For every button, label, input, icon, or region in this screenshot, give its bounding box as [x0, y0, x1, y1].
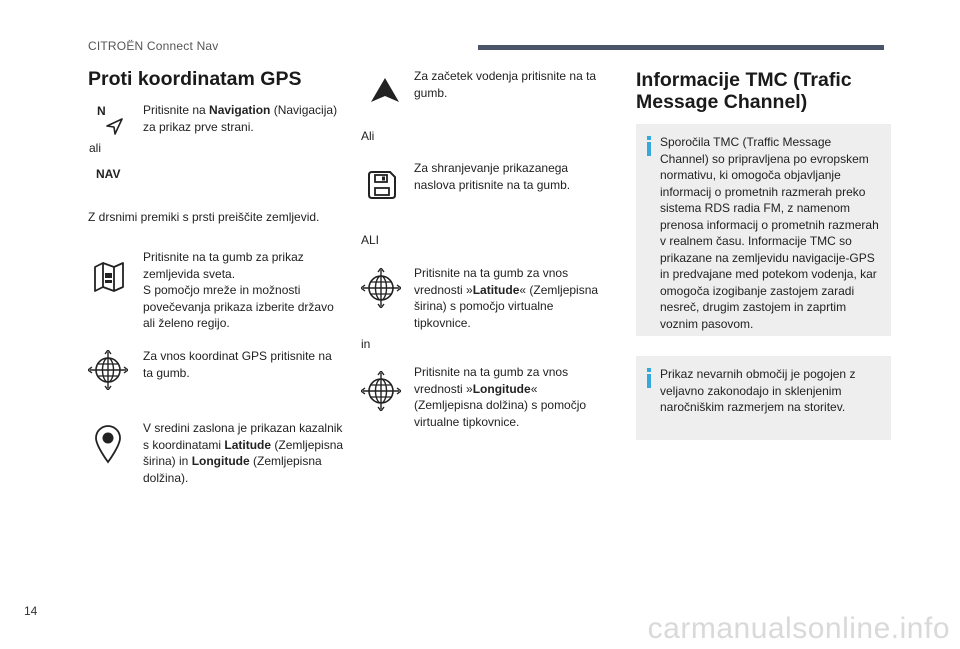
ali-label: ali	[89, 141, 102, 155]
latitude-text: Pritisnite na ta gumb za vnos vrednosti »Latitude« (Zemljepisna širina) s pomočjo virtualne tipkovnice.	[414, 266, 599, 330]
info-icon	[647, 368, 651, 388]
section-title-tmc: Informacije TMC (Trafic Message Channel)	[636, 69, 852, 113]
longitude-grid-icon	[361, 371, 401, 411]
info-box-tmc	[636, 124, 891, 336]
latitude-grid-icon	[361, 268, 401, 308]
info-tmc-text: Sporočila TMC (Traffic Message Channel) so pripravljena po evropskem normativu, ki omogoča objavljanje informacij o prometnih razmerah preko sistema RDS radia FM, z namenom prenosa informacij o prometnih razmerah v realnem času. Informacije TMC so prikazane na zemljevidu navigacije-GPS in predvajane med potekom vodenja, kar omogoča izogibanje zastojem zaradi nesreč, drugim zastojem in zaprtim voznim pasovom.	[660, 135, 879, 331]
step-gps-entry-text: Za vnos koordinat GPS pritisnite na ta gumb.	[143, 349, 332, 380]
info-box-danger-zones	[636, 356, 891, 440]
nav-icon-letter: N	[97, 104, 106, 118]
start-navigation-text: Za začetek vodenja pritisnite na ta gumb.	[414, 69, 597, 100]
save-icon	[366, 169, 398, 201]
in-label: in	[361, 337, 371, 351]
world-map-icon	[92, 258, 126, 292]
gps-grid-icon	[88, 350, 128, 390]
save-address-text: Za shranjevanje prikazanega naslova pritisnite na ta gumb.	[414, 161, 571, 192]
watermark: carmanualsonline.info	[647, 612, 950, 645]
header-divider-bar	[478, 45, 884, 50]
ali-label-middle-1: Ali	[361, 129, 375, 143]
step-navigation-text: Pritisnite na Navigation (Navigacija) za prikaz prve strani.	[143, 103, 338, 134]
info-icon	[647, 136, 651, 156]
navigation-compass-icon	[97, 104, 127, 138]
nav-button-label: NAV	[96, 167, 121, 181]
ali-label-middle-2: ALI	[361, 233, 380, 247]
step-world-map-text: Pritisnite na ta gumb za prikaz zemljevida sveta. S pomočjo mreže in možnosti povečevanja prikaza izberite državo ali želeno regijo.	[143, 250, 334, 330]
location-pin-icon	[94, 424, 122, 464]
header-brand: CITROËN Connect Nav	[88, 39, 219, 53]
step-coordinates-text: V sredini zaslona je prikazan kazalnik s koordinatami Latitude (Zemljepisna širina) in Longitude (Zemljepisna dolžina).	[143, 421, 344, 485]
start-navigation-arrow-icon	[368, 76, 402, 104]
swipe-instruction: Z drsnimi premiki s prsti preiščite zemljevid.	[88, 210, 320, 224]
longitude-text: Pritisnite na ta gumb za vnos vrednosti »Longitude« (Zemljepisna dolžina) s pomočjo virtualne tipkovnice.	[414, 365, 587, 429]
page-number: 14	[24, 604, 38, 618]
info-danger-zones-text: Prikaz nevarnih območij je pogojen z veljavno zakonodajo in sklenjenim naročniškim razmerjem na storitev.	[660, 367, 856, 414]
section-title-gps: Proti koordinatam GPS	[88, 68, 302, 90]
